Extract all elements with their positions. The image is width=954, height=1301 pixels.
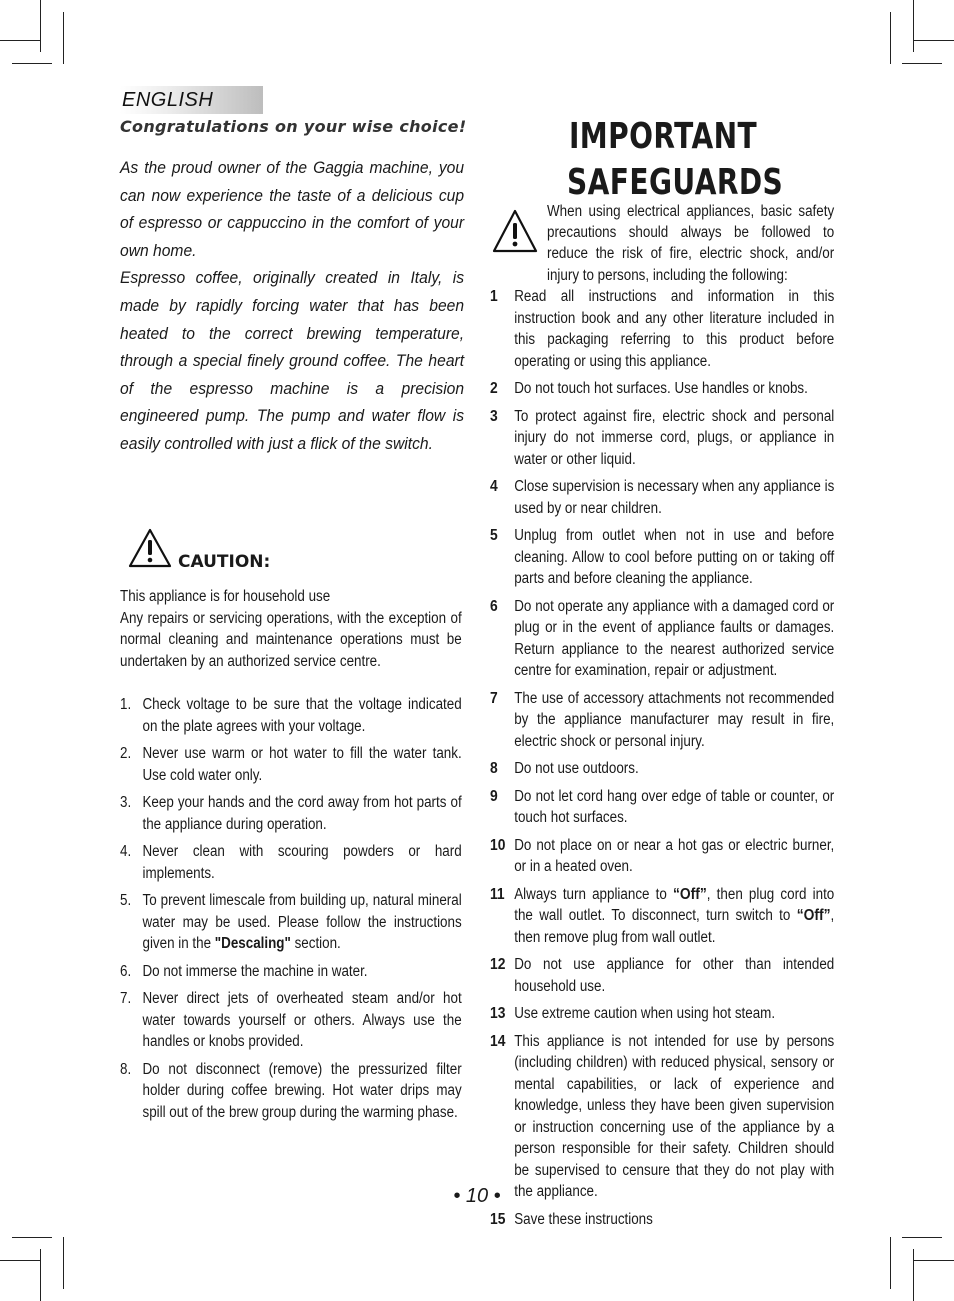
list-item [120,961,462,983]
list-text: Do not operate any appliance with a damaged cord or plug or in the event of appliance faults or damages. Return appliance to the nearest authorized service centre for examination, repair or adjustment. [514,597,835,679]
list-text: Read all instructions and information in this instruction book and any other literature included in this packaging referring to this product before operating or using this appliance. [514,288,835,370]
language-tab [120,86,263,114]
crop-mark [890,12,891,64]
crop-mark [890,1237,891,1289]
crop-mark [63,12,64,64]
list-text: Keep your hands and the cord away from hot parts of the appliance during operation. [142,794,462,833]
list-number: 13 [490,1005,506,1022]
list-text: , then plug cord into the wall outlet. To disconnect, turn switch to [514,885,835,924]
list-text: Always turn appliance to [514,885,673,903]
list-number: 8 [490,760,498,777]
list-text: Close supervision is necessary when any appliance is used by or near children. [514,478,835,517]
title-line: SAFEGUARDS [567,162,784,203]
list-item [490,1209,834,1231]
list-item [490,758,834,780]
list-text: The use of accessory attachments not recommended by the appliance manufacturer may result in fire, electric shock or personal injury. [514,689,835,750]
list-item [120,1059,462,1124]
list-text: Do not touch hot surfaces. Use handles or knobs. [514,380,808,397]
list-item [490,688,834,753]
list-number: 6. [120,962,132,980]
list-text: Do not let cord hang over edge of table or counter, or touch hot surfaces. [514,787,835,826]
list-item [490,1003,834,1025]
list-item [120,890,462,955]
list-number: 1 [490,288,498,305]
list-text: This appliance is not intended for use by persons (including children) with reduced physical, sensory or mental capabilities, or lack of experience and knowledge, unless they have been given supervision or instruction concerning use of the appliance by a person responsible for their safety. Children should be supervised to censure that they do not play with the appliance. [514,1032,835,1200]
page-number: • 10 • [453,1185,501,1207]
page-title [567,114,784,206]
crop-mark [0,40,40,41]
crop-mark [12,63,52,64]
list-item [490,954,834,997]
list-number: 2 [490,380,498,397]
list-item [120,988,462,1053]
list-item [490,786,834,829]
list-text: Unplug from outlet when not in use and before cleaning. Allow to cool before putting on or taking off parts and before cleaning the appliance. [514,527,835,587]
crop-mark [914,40,954,41]
list-text: Do not use outdoors. [514,760,639,777]
list-item [490,406,834,471]
list-item [120,743,462,786]
caution-line: Any repairs or servicing operations, with the exception of normal cleaning and maintenance operations must be undertaken by an authorized service centre. [120,609,462,670]
congrats-heading: Congratulations on your wise choice! [120,117,467,136]
intro-text [120,154,464,458]
warning-triangle-icon [492,209,538,253]
list-text: Check voltage to be sure that the voltage indicated on the plate agrees with your voltage. [142,696,462,735]
list-number: 7. [120,990,132,1007]
list-number: 10 [490,836,506,854]
list-number: 14 [490,1032,506,1050]
list-text: Never direct jets of overheated steam and/or hot water towards yourself or others. Always use the handles or knobs provided. [142,990,462,1050]
list-item [490,835,834,878]
off-label: “Off” [796,907,831,924]
list-item [490,596,834,682]
list-number: 2. [120,745,132,762]
list-text: Never use warm or hot water to fill the water tank. Use cold water only. [142,745,462,784]
crop-mark [914,1260,954,1261]
caution-list [120,694,462,1129]
list-item [120,841,462,884]
list-text: Do not immerse the machine in water. [142,962,368,980]
list-number: 11 [490,885,505,903]
list-number: 4. [120,843,132,860]
list-item [490,476,834,519]
list-number: 1. [120,696,132,713]
list-text: Never clean with scouring powders or hard implements. [142,843,462,882]
list-text: , then remove plug from wall outlet. [514,907,835,946]
list-number: 5 [490,527,498,544]
warning-triangle-icon [128,528,172,568]
list-number: 15 [490,1210,506,1228]
crop-mark [40,0,41,52]
caution-title: CAUTION: [178,552,271,572]
crop-mark [913,1249,914,1301]
list-text: Do not place on or near a hot gas or electric burner, or in a heated oven. [514,836,835,875]
list-number: 12 [490,956,506,973]
language-label: ENGLISH [122,89,214,111]
crop-mark [902,63,942,64]
list-number: 3. [120,794,132,811]
safeguards-list [490,286,834,1236]
crop-mark [0,1260,40,1261]
list-item [490,1031,834,1203]
list-item [490,378,834,400]
list-text: To protect against fire, electric shock and personal injury do not immerse cord, plugs, or appliance in water or other liquid. [514,407,835,468]
list-item [120,792,462,835]
caution-line: This appliance is for household use [120,588,331,605]
intro-paragraph: Espresso coffee, originally created in Italy, is made by rapidly forcing water that has been heated to the correct brewing temperature, through a special finely ground coffee. The heart of the espresso machine is a precision engineered pump. The pump and water flow is easily controlled with just a flick of the switch. [120,268,465,453]
crop-mark [40,1249,41,1301]
list-number: 5. [120,892,132,909]
crop-mark [12,1237,52,1238]
list-item [490,884,834,949]
list-text: Save these instructions [514,1210,653,1228]
list-number: 4 [490,478,498,495]
list-item [490,286,834,372]
crop-mark [63,1237,64,1289]
list-text: To prevent limescale from building up, natural mineral water may be used. Please follow the instructions given in the [142,892,462,952]
list-text: Do not use appliance for other than intended household use. [514,956,835,995]
title-line: IMPORTANT [568,116,758,157]
list-number: 9 [490,787,498,805]
list-number: 6 [490,597,498,615]
list-item [490,525,834,590]
list-text: Do not disconnect (remove) the pressurized filter holder during coffee brewing. Hot water drips may spill out of the brew group during the warming phase. [142,1060,462,1121]
safeguards-intro: When using electrical appliances, basic safety precautions should always be followed to reduce the risk of fire, electric shock, and/or injury to persons, including the following: [547,203,835,284]
crop-mark [913,0,914,52]
list-number: 3 [490,407,498,425]
crop-mark [902,1237,942,1238]
list-number: 8. [120,1060,132,1078]
list-number: 7 [490,689,498,707]
caution-body [120,586,462,672]
descaling-ref: "Descaling" [214,935,291,952]
intro-paragraph: As the proud owner of the Gaggia machine, you can now experience the taste of a delicious cup of espresso or cappuccino in the comfort of your own home. [120,158,465,260]
list-item [120,694,462,737]
off-label: “Off” [672,885,707,903]
list-text: Use extreme caution when using hot steam. [514,1005,776,1022]
list-text: section. [290,935,341,952]
